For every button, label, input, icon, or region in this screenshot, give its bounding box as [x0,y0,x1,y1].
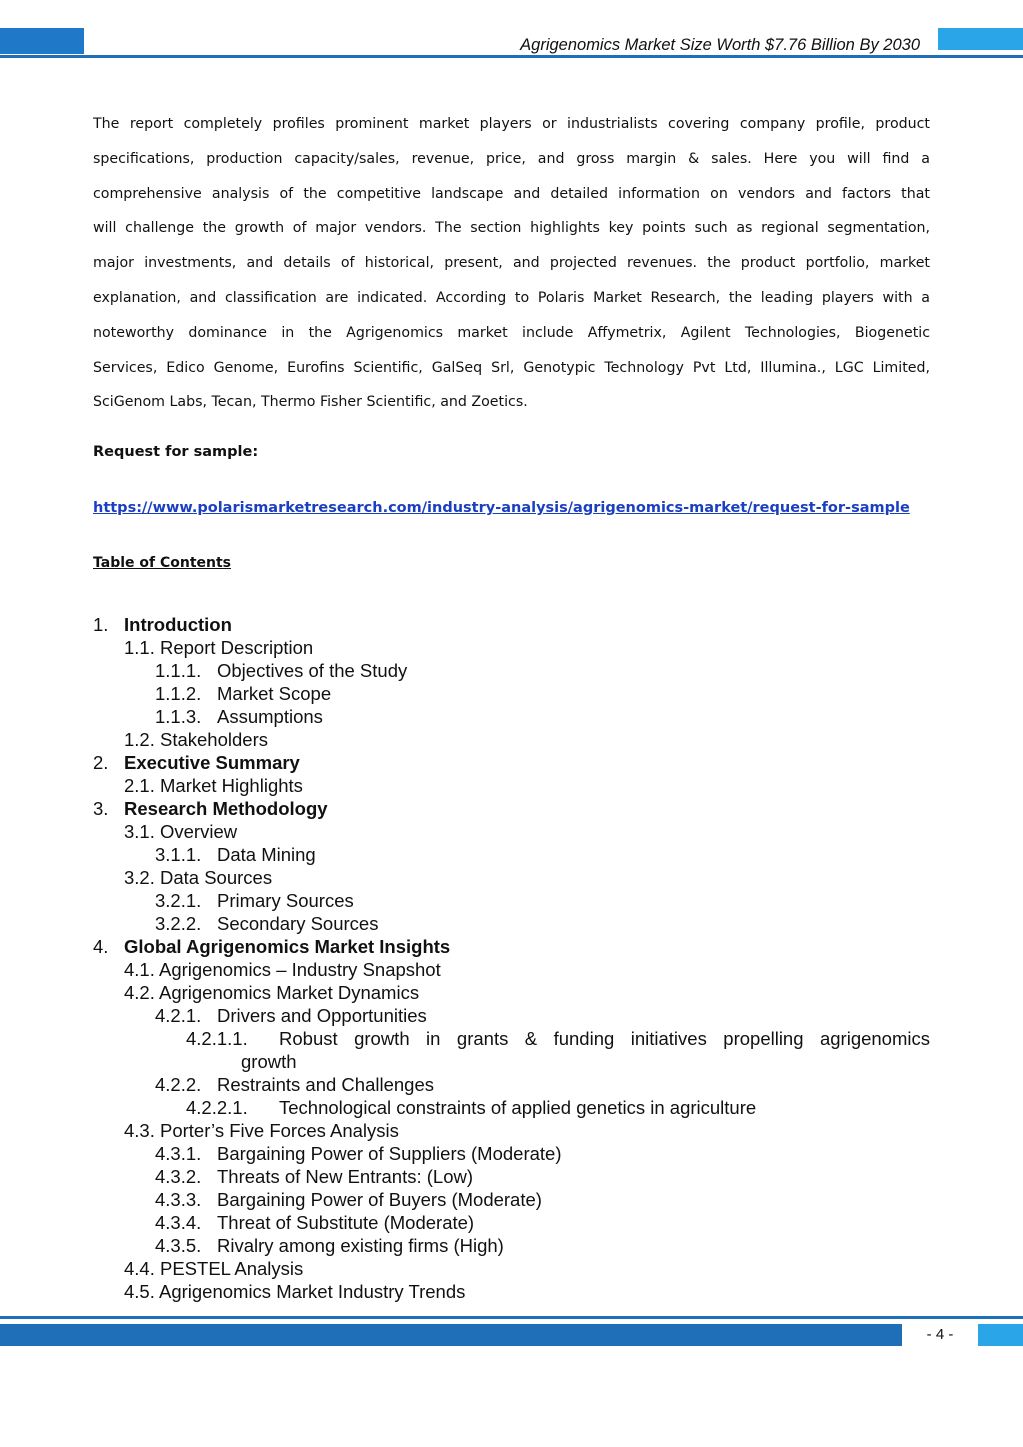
paragraph-line: major investments, and details of historical, present, and projected revenues. the product portfolio, market [93,255,930,272]
paragraph-line: explanation, and classification are indicated. According to Polaris Market Research, the leading players with a [93,289,930,306]
header-title: Agrigenomics Market Size Worth $7.76 Billion By 2030 [520,36,920,54]
toc-entry-title: Introduction [124,614,232,635]
toc-entry-number: 4.3.3. [155,1189,202,1210]
toc-entry-title: growth [241,1051,297,1072]
toc-entry-title: Assumptions [217,706,323,727]
toc-entry-title: Bargaining Power of Buyers (Moderate) [217,1189,542,1210]
toc-entry [0,1165,1023,1188]
toc-entry [0,1027,1023,1050]
header-rule [0,55,1023,58]
paragraph-line: noteworthy dominance in the Agrigenomics market include Affymetrix, Agilent Technologies, Biogenetic [93,324,930,341]
request-sample-label: Request for sample: [93,444,259,460]
toc-entry [0,958,1023,981]
footer-accent-right [978,1324,1023,1346]
toc-entry-number: 2. [93,752,109,773]
toc-entry [0,1119,1023,1142]
toc-entry-number: 4.3.5. [155,1235,202,1256]
toc-entry [0,889,1023,912]
toc-entry-title: Technological constraints of applied genetics in agriculture [279,1097,757,1118]
toc-entry-title: 4.2. Agrigenomics Market Dynamics [124,982,420,1003]
toc-entry-title: Objectives of the Study [217,660,408,681]
toc-entry-title: 3.1. Overview [124,821,238,842]
toc-heading: Table of Contents [93,555,232,571]
toc-entry-title: Threat of Substitute (Moderate) [217,1212,475,1233]
toc-entry [0,751,1023,774]
header-accent-right [938,28,1023,50]
toc-entry [0,613,1023,636]
toc-entry [0,1188,1023,1211]
toc-entry [0,866,1023,889]
toc-entry [0,935,1023,958]
toc-entry [0,797,1023,820]
toc-entry [0,843,1023,866]
toc-entry [0,682,1023,705]
toc-entry-title: Primary Sources [217,890,354,911]
toc-entry-number: 4.2.2.1. [186,1097,248,1118]
header-accent-left [0,28,84,54]
toc-entry-title: 4.5. Agrigenomics Market Industry Trends [124,1281,466,1302]
toc-entry [0,1280,1023,1303]
toc-entry-number: 1. [93,614,109,635]
toc-entry-number: 3. [93,798,109,819]
paragraph-line: The report completely profiles prominent market players or industrialists covering company profile, product [93,116,930,132]
toc-entry-number: 3.1.1. [155,844,202,865]
toc-entry [0,1142,1023,1165]
toc-entry [0,774,1023,797]
toc-entry-title: Secondary Sources [217,913,379,934]
toc-entry [0,728,1023,751]
paragraph-line: specifications, production capacity/sales, revenue, price, and gross margin & sales. Here you will find a [93,150,930,167]
toc-entry-title: Threats of New Entrants: (Low) [217,1166,474,1187]
request-sample-link[interactable]: https://www.polarismarketresearch.com/industry-analysis/agrigenomics-market/request-for-sample [93,500,910,516]
toc-entry-title: Research Methodology [124,798,328,819]
toc-entry-number: 1.1.1. [155,660,202,681]
toc-entry-number: 4.2.2. [155,1074,202,1095]
footer-rule [0,1316,1023,1319]
toc-entry-number: 4.3.2. [155,1166,202,1187]
toc-entry-title: 4.1. Agrigenomics – Industry Snapshot [124,959,441,980]
toc-entry-title: Rivalry among existing firms (High) [217,1235,504,1256]
toc-entry [0,820,1023,843]
toc-entry-title: Market Scope [217,683,332,704]
toc-entry-number: 4.3.4. [155,1212,202,1233]
toc-entry [0,1234,1023,1257]
toc-entry-title: Restraints and Challenges [217,1074,434,1095]
toc-entry-number: 1.1.3. [155,706,202,727]
toc-entry [0,705,1023,728]
toc-entry-number: 4. [93,936,109,957]
toc-entry-title: 2.1. Market Highlights [124,775,303,796]
toc-entry [0,912,1023,935]
toc-entry [0,1096,1023,1119]
toc-entry [0,659,1023,682]
toc-entry [0,981,1023,1004]
toc-entry-title: 4.4. PESTEL Analysis [124,1258,304,1279]
toc-entry-number: 4.3.1. [155,1143,202,1164]
toc-entry-number: 3.2.2. [155,913,202,934]
toc-entry-number: 4.2.1. [155,1005,202,1026]
toc-entry-title: 3.2. Data Sources [124,867,273,888]
toc-entry-title: Bargaining Power of Suppliers (Moderate) [217,1143,562,1164]
toc-entry-number: 1.1.2. [155,683,202,704]
footer-bar [0,1324,902,1346]
toc-entry-title: Executive Summary [124,752,300,773]
toc-entry [0,1050,1023,1073]
toc-entry [0,1211,1023,1234]
toc-entry-title: Global Agrigenomics Market Insights [124,936,451,957]
table-of-contents [0,613,1023,1303]
paragraph-line: comprehensive analysis of the competitive landscape and detailed information on vendors and factors that [93,185,930,202]
toc-entry-title: 1.2. Stakeholders [124,729,268,750]
paragraph-line: SciGenom Labs, Tecan, Thermo Fisher Scientific, and Zoetics. [93,394,528,411]
toc-entry-title: Data Mining [217,844,316,865]
toc-entry [0,636,1023,659]
toc-entry-title: 4.3. Porter’s Five Forces Analysis [124,1120,399,1141]
toc-entry [0,1073,1023,1096]
toc-entry [0,1004,1023,1027]
intro-paragraph [93,107,930,420]
toc-entry-title: Drivers and Opportunities [217,1005,427,1026]
toc-entry [0,1257,1023,1280]
page-number: - 4 - [926,1326,954,1343]
paragraph-line: will challenge the growth of major vendors. The section highlights key points such as regional segmentation, [93,220,930,237]
toc-entry-title: Robust growth in grants & funding initiatives propelling agrigenomics [279,1028,930,1049]
paragraph-line: Services, Edico Genome, Eurofins Scientific, GalSeq Srl, Genotypic Technology Pvt Ltd, Illumina., LGC Limited, [93,359,930,376]
toc-entry-number: 3.2.1. [155,890,202,911]
toc-entry-title: 1.1. Report Description [124,637,314,658]
toc-entry-number: 4.2.1.1. [186,1028,248,1049]
